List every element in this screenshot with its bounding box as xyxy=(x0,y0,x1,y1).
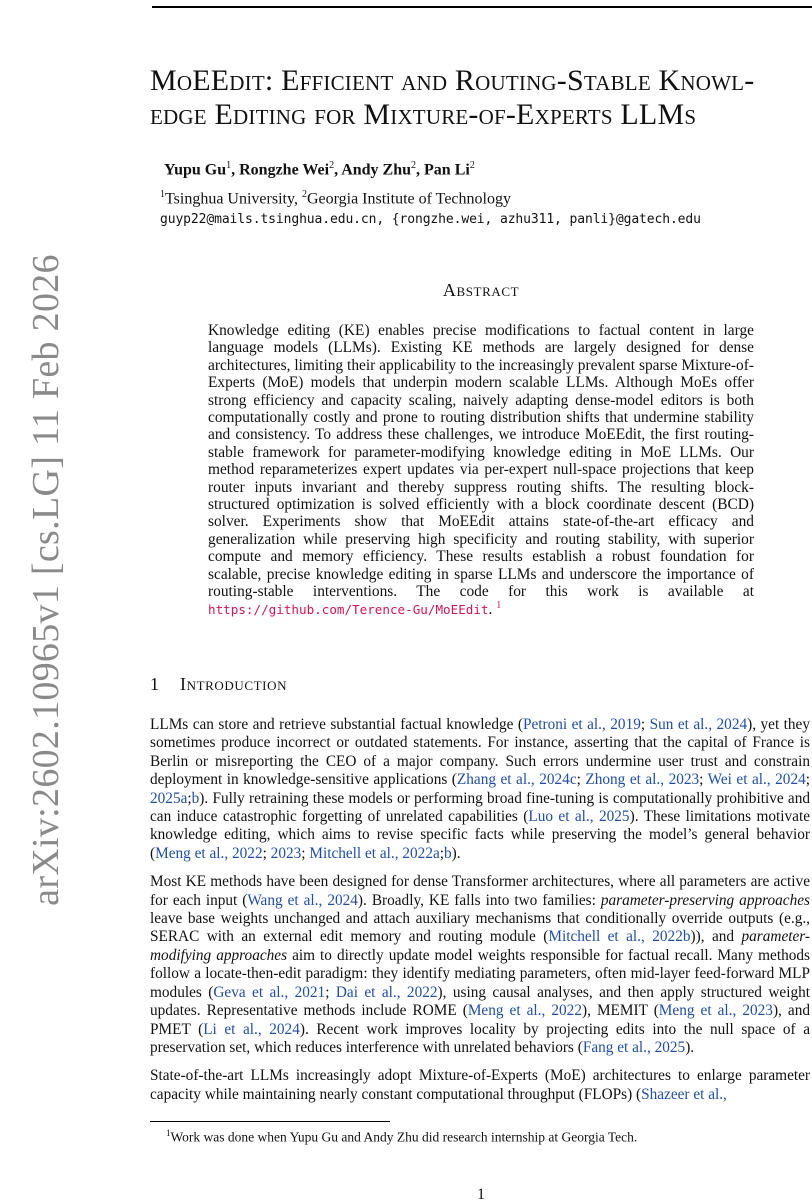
affiliation-1: Tsinghua University, xyxy=(165,190,302,208)
paragraph-text: ; xyxy=(699,771,708,789)
paragraph xyxy=(150,716,810,863)
abstract-heading: Abstract xyxy=(442,280,520,300)
author-affiliation-mark: 2 xyxy=(411,160,417,171)
citation-link[interactable]: b xyxy=(444,844,452,862)
author-separator: , xyxy=(334,161,342,179)
paragraph-text: ). These limitations motivate knowledge editing, which aims to revise specific facts while preserving the model’s general behavior ( xyxy=(150,808,811,862)
paragraph-text: aim to directly update model weights responsible for factual recall. Many methods follow a locate-then-edit paradigm: they identify mediating parameters, often mid-layer feed-forward MLP modules ( xyxy=(150,946,810,1001)
paragraph-text: ), yet they sometimes produce incorrect or outdated statements. For instance, asserting that the capital of France is Berlin or misreporting the CEO of a major company. Such errors undermine user trust and constrain deployment in knowledge-sensitive applications ( xyxy=(150,716,810,789)
section-heading-introduction xyxy=(150,674,287,695)
citation-link[interactable]: Meng et al., 2022 xyxy=(155,844,263,862)
paper-title xyxy=(150,64,810,132)
paragraph-text: leave base weights unchanged and attach auxiliary mechanisms that conditionally override outputs (e.g., SERAC with an external edit memory and routing module ( xyxy=(150,910,810,946)
section-title: Introduction xyxy=(180,674,288,694)
page-number: 1 xyxy=(477,1186,485,1203)
author-name: Rongzhe Wei xyxy=(239,161,330,179)
paragraph-text: ), MEMIT ( xyxy=(581,1002,659,1020)
paragraph xyxy=(150,873,810,1057)
paragraph-text: ), and PMET ( xyxy=(150,1002,811,1038)
citation-link[interactable]: Mitchell et al., 2022a xyxy=(309,844,440,862)
paragraph-text: ), using causal analyses, and then apply structured weight updates. Representative methods include ROME ( xyxy=(150,983,810,1020)
author-separator: , xyxy=(231,161,240,179)
author-affiliation-mark: 2 xyxy=(469,160,475,171)
paragraph-text: ; xyxy=(439,844,445,862)
author-name: Andy Zhu xyxy=(341,161,412,179)
author-name: Pan Li xyxy=(424,161,470,179)
title-line-1: MoEEdit: Efficient and Routing-Stable Knowl- xyxy=(150,64,755,97)
citation-link[interactable]: Li et al., 2024 xyxy=(203,1020,300,1038)
paragraph-text: ). Fully retraining these models or performing broad fine-tuning is computationally prohibitive and can induce catastrophic forgetting of unrelated capabilities ( xyxy=(150,789,810,826)
affiliations xyxy=(160,189,511,208)
paragraph-text: ; xyxy=(640,716,650,733)
paragraph-text: Most KE methods have been designed for dense Transformer architectures, where all parameters are active for each input ( xyxy=(150,873,810,909)
paragraph xyxy=(150,1067,810,1104)
author-emails: guyp22@mails.tsinghua.edu.cn, {rongzhe.wei, azhu311, panli}@gatech.edu xyxy=(160,212,701,227)
paragraph-text: ; xyxy=(805,771,810,789)
author-affiliation-mark: 1 xyxy=(226,160,232,171)
paragraph-text: ). Broadly, KE falls into two families: xyxy=(357,891,601,909)
citation-link[interactable]: b xyxy=(191,789,200,807)
top-rule xyxy=(152,6,812,8)
paragraph-text: ; xyxy=(301,844,310,862)
abstract-after-link: . xyxy=(488,600,497,618)
abstract-body xyxy=(208,322,754,618)
citation-link[interactable]: Mitchell et al., 2022b xyxy=(548,928,691,946)
citation-link[interactable]: 2023 xyxy=(270,844,302,862)
citation-link[interactable]: Wei et al., 2024 xyxy=(707,771,806,789)
citation-link[interactable]: Wang et al., 2024 xyxy=(247,891,358,909)
footnote-ref-link[interactable]: 1 xyxy=(496,599,502,611)
arxiv-id: arXiv:2602.10965v1 [cs.LG] 11 Feb 2026 xyxy=(25,254,67,906)
footnote-text: Work was done when Yupu Gu and Andy Zhu did research internship at Georgia Tech. xyxy=(170,1129,638,1145)
citation-link[interactable]: Meng et al., 2022 xyxy=(467,1002,582,1020)
citation-link[interactable]: Luo et al., 2025 xyxy=(528,808,630,826)
citation-link[interactable]: 2025a xyxy=(150,789,188,807)
paragraph-text: )), and xyxy=(690,928,742,946)
author-name: Yupu Gu xyxy=(164,161,227,179)
section-number: 1 xyxy=(150,674,159,694)
paragraph-text: ; xyxy=(187,789,192,807)
paragraph-text: ). Recent work improves locality by projecting edits into the null space of a preservation set, which reduces interference with unrelated behaviors ( xyxy=(150,1020,810,1056)
citation-link[interactable]: Dai et al., 2022 xyxy=(335,983,438,1001)
introduction-body xyxy=(150,716,810,1114)
paragraph-text: ). xyxy=(451,844,461,862)
citation-link[interactable]: Sun et al., 2024 xyxy=(649,716,748,733)
footnote-mark: 1 xyxy=(166,1128,171,1138)
citation-link[interactable]: Meng et al., 2023 xyxy=(658,1002,773,1020)
emphasized-term: parameter-modifying approaches xyxy=(150,928,811,964)
citation-link[interactable]: Fang et al., 2025 xyxy=(582,1038,686,1056)
code-repository-link[interactable]: https://github.com/Terence-Gu/MoEEdit xyxy=(208,601,489,617)
affiliation-mark-1: 1 xyxy=(160,189,165,200)
paragraph-text: ; xyxy=(325,983,336,1001)
author-list xyxy=(164,160,475,179)
footnote-rule xyxy=(150,1121,390,1122)
abstract-text: Knowledge editing (KE) enables precise modifications to factual content in large language models (LLMs). Existing KE methods are largely designed for dense architectures, limiting their applicability to the increasingly prevalent sparse Mixture-of-Experts (MoE) models that underpin modern scalable LLMs. Although MoEs offer strong efficiency and capacity scaling, naively adapting dense-model editors is both computationally costly and prone to routing distribution shifts that undermine stability and consistency. To address these challenges, we introduce MoEEdit, the first routing-stable framework for parameter-modifying knowledge editing in MoE LLMs. Our method reparameterizes expert updates via per-expert null-space projections that keep router inputs invariant and thereby suppress routing shifts. The resulting block-structured optimization is solved efficiently with a block coordinate descent (BCD) solver. Experiments show that MoEEdit attains state-of-the-art efficacy and generalization while preserving high specificity and routing stability, with superior compute and memory efficiency. These results establish a robust foundation for scalable, precise knowledge editing in sparse LLMs and underscore the importance of routing-stable interventions. The code for this work is available at xyxy=(208,322,754,601)
citation-link[interactable]: Geva et al., 2021 xyxy=(213,983,326,1001)
emphasized-term: parameter-preserving approaches xyxy=(600,891,810,909)
author-separator: , xyxy=(416,161,425,179)
footnote xyxy=(166,1128,637,1146)
title-line-2: edge Editing for Mixture-of-Experts LLMs xyxy=(150,98,697,131)
paragraph-text: ; xyxy=(576,771,586,789)
paragraph-text: LLMs can store and retrieve substantial factual knowledge ( xyxy=(150,716,523,733)
paragraph-text: ). xyxy=(685,1038,695,1056)
paragraph-text: State-of-the-art LLMs increasingly adopt Mixture-of-Experts (MoE) architectures to enlarge parameter capacity while maintaining nearly constant computational throughput (FLOPs) ( xyxy=(150,1067,810,1103)
paragraph-text: ; xyxy=(262,844,271,862)
affiliation-2: Georgia Institute of Technology xyxy=(306,190,511,208)
citation-link[interactable]: Petroni et al., 2019 xyxy=(522,716,641,733)
citation-link[interactable]: Zhang et al., 2024c xyxy=(456,771,577,789)
citation-link[interactable]: Zhong et al., 2023 xyxy=(585,771,700,789)
author-affiliation-mark: 2 xyxy=(329,160,335,171)
citation-link[interactable]: Shazeer et al., xyxy=(641,1085,727,1103)
affiliation-mark-2: 2 xyxy=(301,189,307,200)
